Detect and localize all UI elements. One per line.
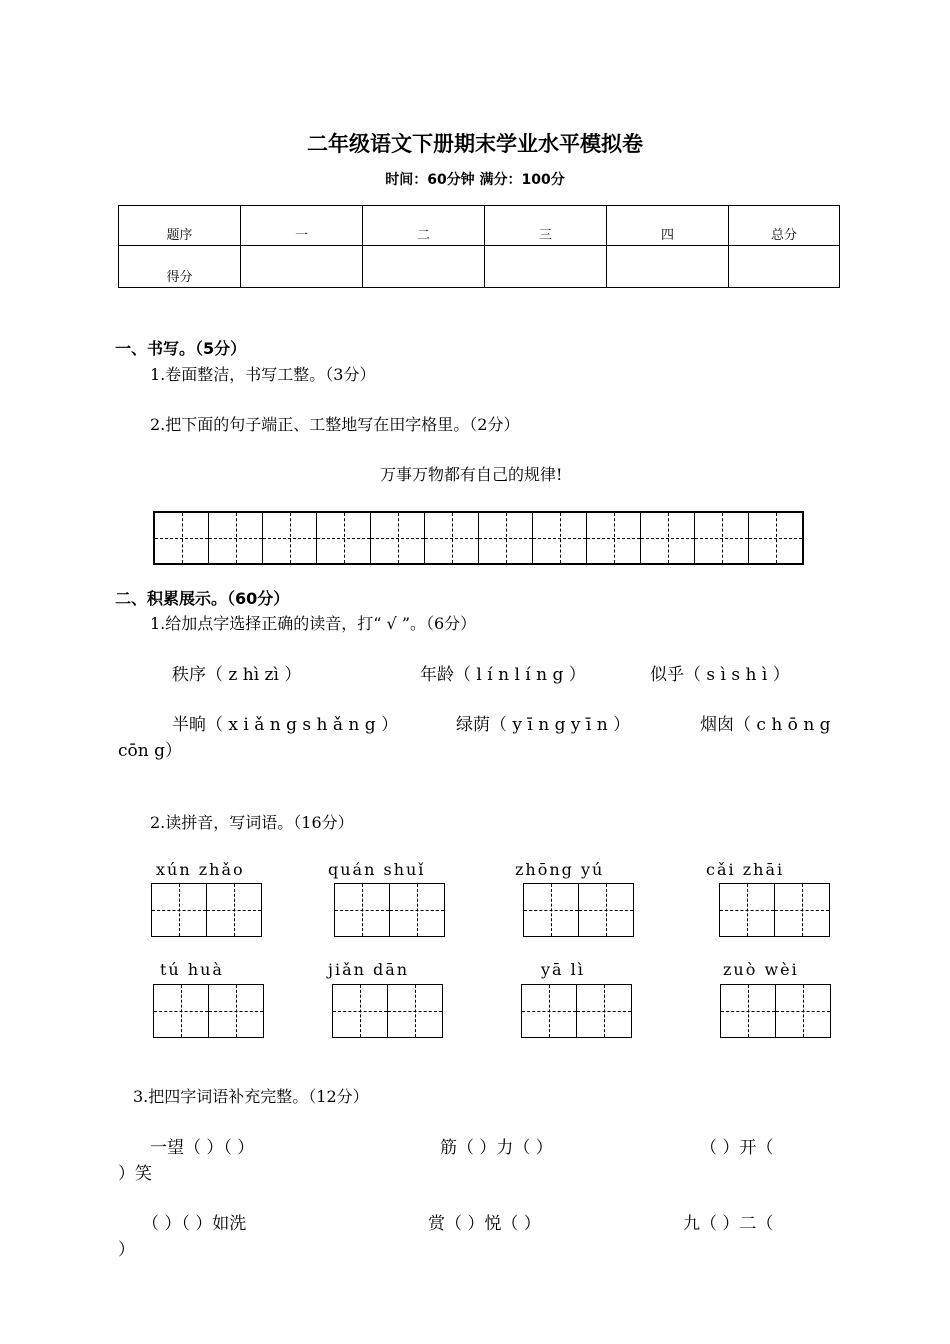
tianzige-box[interactable] [332, 984, 443, 1038]
score-header-cell: 题序 [119, 206, 241, 246]
tianzige-cell[interactable] [263, 513, 317, 563]
score-header-cell: 三 [485, 206, 607, 246]
score-header-cell: 二 [363, 206, 485, 246]
pinyin-label: xún zhǎo [156, 860, 245, 879]
tianzige-cell[interactable] [209, 513, 263, 563]
idiom-item-wrap: ）笑 [118, 1164, 152, 1184]
idiom-item: （ ）（ ）如洗 [142, 1214, 247, 1234]
section1-heading: 一、书写。（5分） [115, 339, 247, 358]
idiom-item: 一望（ ）（ ） [150, 1138, 255, 1158]
tianzige-box[interactable] [151, 883, 262, 937]
pinyin-label: jiǎn dān [328, 960, 410, 979]
copy-sentence: 万事万物都有自己的规律! [380, 465, 563, 484]
score-row-label: 得分 [119, 246, 241, 288]
score-input-cell[interactable] [485, 246, 607, 288]
score-header-cell: 四 [607, 206, 729, 246]
tianzige-cell[interactable] [533, 513, 587, 563]
idiom-item: 赏（ ）悦（ ） [428, 1214, 541, 1234]
tianzige-cell[interactable] [641, 513, 695, 563]
section2-question3: 3.把四字词语补充完整。（12分） [133, 1087, 369, 1106]
tianzige-cell[interactable] [317, 513, 371, 563]
pinyin-label: quán shuǐ [328, 860, 426, 879]
idiom-item: 九（ ）二（ [683, 1214, 774, 1234]
tianzige-writing-strip[interactable] [153, 511, 804, 565]
score-table [118, 205, 840, 288]
page-title: 二年级语文下册期末学业水平模拟卷 [307, 132, 643, 156]
tianzige-cell[interactable] [155, 513, 209, 563]
section2-heading: 二、积累展示。（60分） [115, 589, 290, 608]
score-input-cell[interactable] [729, 246, 840, 288]
tianzige-box[interactable] [719, 883, 830, 937]
pinyin-label: yā lì [541, 960, 585, 979]
section1-question1: 1.卷面整洁，书写工整。（3分） [150, 365, 376, 384]
tianzige-box[interactable] [523, 883, 634, 937]
score-header-cell: 一 [241, 206, 363, 246]
score-table-header-row [119, 206, 840, 246]
tianzige-box[interactable] [153, 984, 264, 1038]
reading-item: 年龄（ l í n l í n g ） [420, 665, 586, 685]
score-table-row [119, 246, 840, 288]
reading-item: 半晌（ x i ǎ n g s h ǎ n g ） [172, 715, 399, 735]
reading-item: 绿荫（ y ī n g y ī n ） [456, 715, 631, 735]
idiom-item: （ ）开（ [700, 1138, 774, 1158]
reading-item: 似乎（ s ì s h ì ） [650, 665, 790, 685]
section2-question1: 1.给加点字选择正确的读音，打“ √ ”。（6分） [150, 614, 477, 633]
tianzige-cell[interactable] [425, 513, 479, 563]
tianzige-box[interactable] [720, 984, 831, 1038]
pinyin-label: cǎi zhāi [706, 860, 785, 879]
reading-item: 烟囱（ c h ō n g [700, 715, 831, 735]
idiom-item: 筋（ ）力（ ） [440, 1138, 553, 1158]
tianzige-box[interactable] [521, 984, 632, 1038]
pinyin-label: zhōng yú [515, 860, 605, 879]
tianzige-cell[interactable] [479, 513, 533, 563]
pinyin-label: zuò wèi [723, 960, 799, 979]
reading-item: 秩序（ z hì zì ） [172, 665, 302, 685]
score-input-cell[interactable] [241, 246, 363, 288]
pinyin-label: tú huà [160, 960, 224, 979]
section1-question2: 2.把下面的句子端正、工整地写在田字格里。（2分） [150, 415, 520, 434]
tianzige-box[interactable] [334, 883, 445, 937]
tianzige-cell[interactable] [587, 513, 641, 563]
tianzige-cell[interactable] [749, 513, 802, 563]
tianzige-cell[interactable] [695, 513, 749, 563]
reading-item-wrap: cōn g） [118, 741, 182, 761]
score-input-cell[interactable] [607, 246, 729, 288]
score-input-cell[interactable] [363, 246, 485, 288]
section2-question2: 2.读拼音，写词语。（16分） [150, 813, 354, 832]
tianzige-cell[interactable] [371, 513, 425, 563]
exam-info: 时间：60分钟 满分：100分 [385, 172, 565, 188]
idiom-item-wrap: ） [118, 1240, 135, 1260]
score-header-cell: 总分 [729, 206, 840, 246]
